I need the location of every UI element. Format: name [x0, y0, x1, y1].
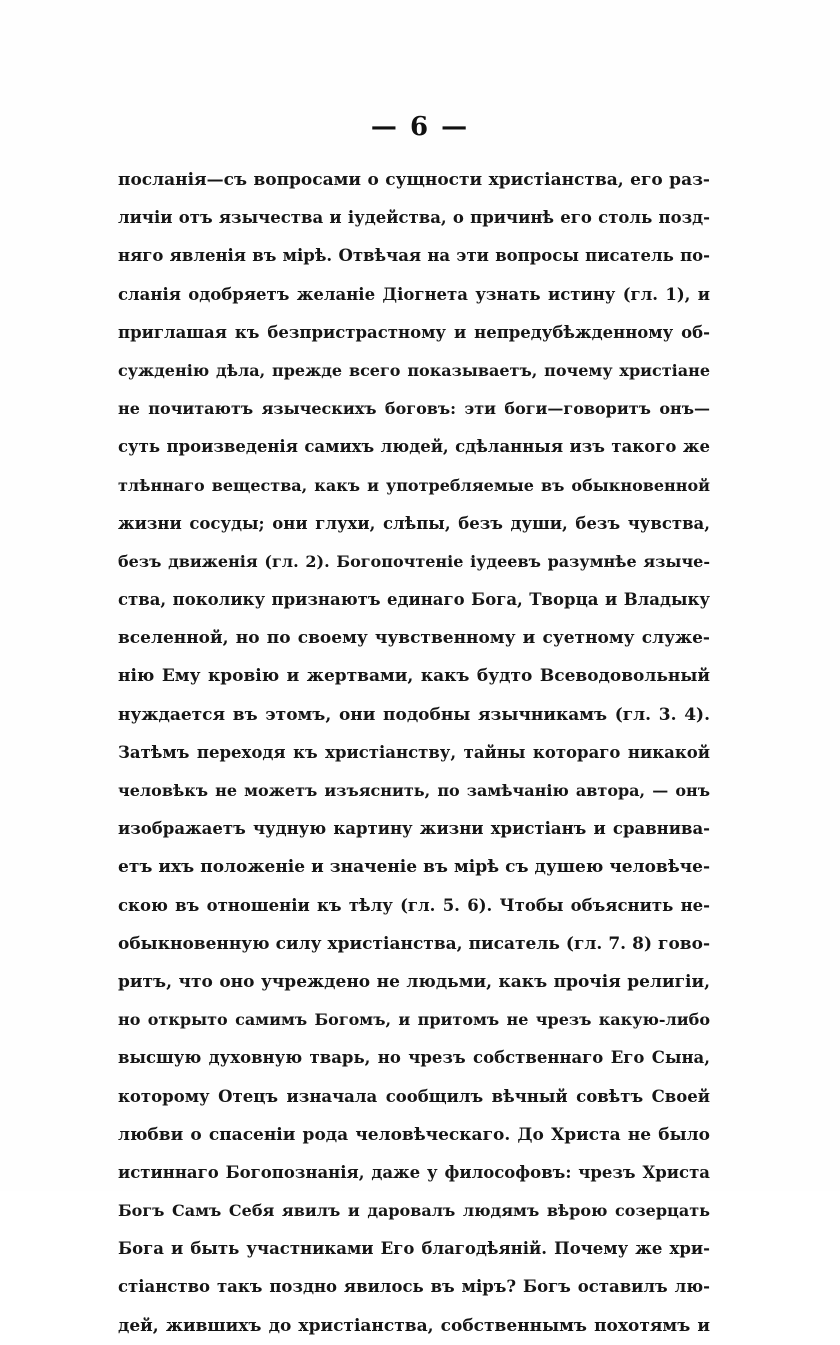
text-line: нуждается въ этомъ, они подобны язычникамъ (гл. 3. 4). [118, 704, 710, 725]
text-line: не почитаютъ языческихъ боговъ: эти боги—говоритъ онъ— [118, 399, 710, 419]
text-line: сланія одобряетъ желаніе Діогнета узнать истину (гл. 1), и [118, 284, 710, 304]
text-line: которому Отецъ изначала сообщилъ вѣчный совѣтъ Своей [118, 1086, 710, 1106]
text-line: Богъ Самъ Себя явилъ и даровалъ людямъ вѣрою созерцать [118, 1201, 710, 1221]
text-line: тлѣннаго вещества, какъ и употребляемые въ обыкновенной [118, 475, 710, 495]
text-line: истиннаго Богопознанія, даже у философовъ: чрезъ Христа [118, 1162, 710, 1182]
text-line: высшую духовную тварь, но чрезъ собственнаго Его Сына, [118, 1048, 710, 1068]
text-line: вселенной, но по своему чувственному и суетному служе- [118, 628, 710, 649]
page-number: — 6 — [370, 112, 470, 142]
text-line: безъ движенія (гл. 2). Богопочтеніе іудеевъ разумнѣе языче- [118, 551, 710, 571]
text-line: любви о спасеніи рода человѣческаго. До Христа не было [118, 1124, 710, 1145]
text-line: етъ ихъ положеніе и значеніе въ мірѣ съ душею человѣче- [118, 857, 710, 878]
text-line: Затѣмъ переходя къ христіанству, тайны котораго никакой [118, 742, 710, 762]
text-line: личіи отъ язычества и іудейства, о причинѣ его столь позд- [118, 208, 710, 228]
text-line: жизни сосуды; они глухи, слѣпы, безъ души, безъ чувства, [118, 513, 710, 533]
text-line: дей, жившихъ до христіанства, собственнымъ похотямъ и [118, 1315, 710, 1336]
text-line: обыкновенную силу христіанства, писатель (гл. 7. 8) гово- [118, 933, 710, 954]
text-line: ства, поколику признаютъ единаго Бога, Творца и Владыку [118, 590, 710, 610]
text-line: Бога и быть участниками Его благодѣяній. Почему же хри- [118, 1239, 710, 1259]
text-line: человѣкъ не можетъ изъяснить, по замѣчанію автора, — онъ [118, 781, 710, 800]
text-line: изображаетъ чудную картину жизни христіанъ и сравнива- [118, 819, 710, 839]
text-line: посланія—съ вопросами о сущности христіанства, его раз- [118, 170, 710, 190]
text-line: няго явленія въ мірѣ. Отвѣчая на эти вопросы писатель по- [118, 246, 710, 266]
text-line: сужденію дѣла, прежде всего показываетъ, почему христіане [118, 360, 710, 380]
text-line: суть произведенія самихъ людей, сдѣланныя изъ такого же [118, 437, 710, 457]
page-body-text [118, 161, 710, 1345]
text-line: скою въ отношеніи къ тѣлу (гл. 5. 6). Чтобы объяснить не- [118, 895, 710, 915]
text-line: но открыто самимъ Богомъ, и притомъ не чрезъ какую-либо [118, 1010, 710, 1030]
text-line: приглашая къ безпристрастному и непредубѣжденному об- [118, 322, 710, 342]
text-line: нію Ему кровію и жертвами, какъ будто Всеводовольный [118, 666, 710, 687]
text-line: ритъ, что оно учреждено не людьми, какъ прочія религіи, [118, 971, 710, 992]
text-line: стіанство такъ поздно явилось въ міръ? Богъ оставилъ лю- [118, 1277, 710, 1297]
